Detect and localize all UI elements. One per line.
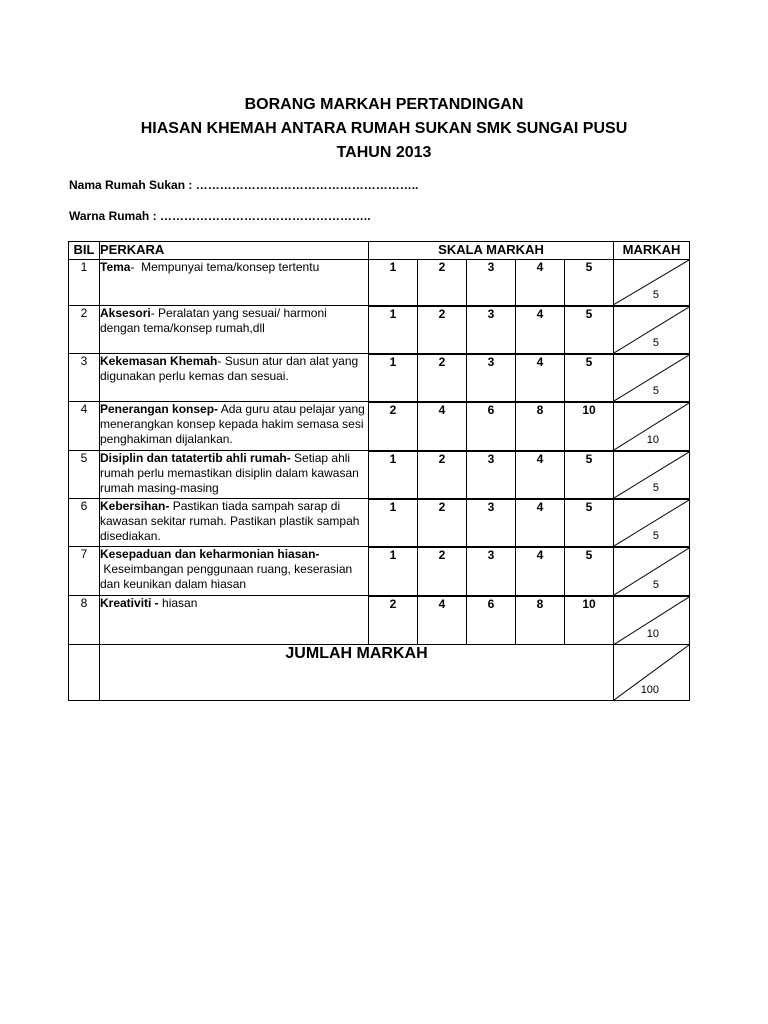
total-row <box>69 645 690 701</box>
criterion-separator: - <box>130 260 142 274</box>
scale-option[interactable]: 6 <box>467 596 516 645</box>
diagonal-slash <box>614 548 689 595</box>
scale-option[interactable]: 4 <box>418 402 467 451</box>
scale-option[interactable]: 1 <box>369 306 418 354</box>
row-perkara <box>100 306 369 354</box>
diagonal-slash <box>614 355 689 401</box>
row-bil: 5 <box>69 451 100 499</box>
table-row <box>69 306 690 354</box>
total-label: JUMLAH MARKAH <box>100 645 614 701</box>
header-perkara: PERKARA <box>100 242 369 260</box>
scale-option[interactable]: 5 <box>565 260 614 306</box>
scale-option[interactable]: 1 <box>369 499 418 547</box>
max-score: 5 <box>652 336 660 349</box>
criterion-title: Aksesori <box>100 306 151 320</box>
table-row <box>69 596 690 645</box>
markah-cell[interactable] <box>614 260 690 306</box>
scale-option[interactable]: 3 <box>467 306 516 354</box>
max-score: 5 <box>652 578 660 591</box>
diagonal-slash <box>614 452 689 498</box>
total-markah-cell[interactable] <box>614 645 690 701</box>
max-score: 5 <box>652 481 660 494</box>
scale-option[interactable]: 3 <box>467 260 516 306</box>
criterion-description: Susun atur dan alat yang digunakan perlu kemas dan sesuai. <box>100 354 359 383</box>
criterion-title: Disiplin dan tatatertib ahli rumah- <box>100 451 291 465</box>
criterion-description: Keseimbangan penggunaan ruang, keserasian dan keunikan dalam hiasan <box>100 562 353 591</box>
markah-cell[interactable] <box>614 354 690 402</box>
scale-option[interactable]: 10 <box>565 596 614 645</box>
table-row <box>69 354 690 402</box>
criterion-title: Tema <box>100 260 131 274</box>
row-perkara <box>100 451 369 499</box>
criterion-title: Kesepaduan dan keharmonian hiasan- <box>100 547 320 561</box>
scale-option[interactable]: 5 <box>565 451 614 499</box>
scale-option[interactable]: 2 <box>418 260 467 306</box>
criterion-description: Peralatan yang sesuai/ harmoni dengan tema/konsep rumah,dll <box>100 306 327 335</box>
scale-option[interactable]: 5 <box>565 354 614 402</box>
diagonal-slash <box>614 500 689 546</box>
scale-option[interactable]: 4 <box>516 547 565 596</box>
scale-option[interactable]: 4 <box>516 306 565 354</box>
scale-option[interactable]: 4 <box>418 596 467 645</box>
row-bil: 1 <box>69 260 100 306</box>
scale-option[interactable]: 2 <box>418 306 467 354</box>
diagonal-slash <box>614 260 689 305</box>
row-perkara <box>100 499 369 547</box>
scale-option[interactable]: 2 <box>418 547 467 596</box>
markah-cell[interactable] <box>614 451 690 499</box>
scale-option[interactable]: 5 <box>565 306 614 354</box>
header-markah: MARKAH <box>614 242 690 260</box>
form-subtitle: HIASAN KHEMAH ANTARA RUMAH SUKAN SMK SUNGAI PUSU <box>140 120 628 137</box>
markah-cell[interactable] <box>614 402 690 451</box>
header-skala-markah: SKALA MARKAH <box>369 242 614 260</box>
scale-option[interactable]: 2 <box>418 499 467 547</box>
row-perkara <box>100 402 369 451</box>
criterion-description: Setiap ahli rumah perlu memastikan disiplin dalam kawasan rumah masing-masing <box>100 451 359 495</box>
scale-option[interactable]: 2 <box>418 354 467 402</box>
markah-cell[interactable] <box>614 499 690 547</box>
table-row <box>69 547 690 596</box>
criterion-description: Mempunyai tema/konsep tertentu <box>141 260 320 274</box>
scale-option[interactable]: 3 <box>467 499 516 547</box>
row-perkara <box>100 354 369 402</box>
criterion-separator: - <box>150 306 159 320</box>
table-header-row <box>69 242 690 260</box>
scale-option[interactable]: 1 <box>369 354 418 402</box>
scale-option[interactable]: 1 <box>369 260 418 306</box>
scale-option[interactable]: 5 <box>565 499 614 547</box>
row-bil: 6 <box>69 499 100 547</box>
scale-option[interactable]: 2 <box>369 596 418 645</box>
scale-option[interactable]: 2 <box>369 402 418 451</box>
criterion-title: Penerangan konsep- <box>100 402 219 416</box>
row-bil: 2 <box>69 306 100 354</box>
scale-option[interactable]: 10 <box>565 402 614 451</box>
scale-option[interactable]: 4 <box>516 260 565 306</box>
criterion-title: Kekemasan Khemah <box>100 354 218 368</box>
max-score: 10 <box>646 433 660 446</box>
criterion-description: hiasan <box>162 596 198 610</box>
table-row <box>69 402 690 451</box>
max-score: 5 <box>652 288 660 301</box>
form-title: BORANG MARKAH PERTANDINGAN <box>244 96 524 113</box>
nama-rumah-field[interactable]: Nama Rumah Sukan : ……………………………………………….. <box>69 178 419 192</box>
scale-option[interactable]: 3 <box>467 547 516 596</box>
header-bil: BIL <box>69 242 100 260</box>
markah-cell[interactable] <box>614 306 690 354</box>
table-row <box>69 499 690 547</box>
markah-cell[interactable] <box>614 596 690 645</box>
scale-option[interactable]: 2 <box>418 451 467 499</box>
total-max-score: 100 <box>640 684 660 696</box>
criterion-description: Pastikan tiada sampah sarap di kawasan sekitar rumah. Pastikan plastik sampah disediakan. <box>100 499 360 543</box>
max-score: 5 <box>652 529 660 542</box>
scale-option[interactable]: 8 <box>516 596 565 645</box>
row-bil: 3 <box>69 354 100 402</box>
row-perkara <box>100 596 369 645</box>
criterion-description: Ada guru atau pelajar yang menerangkan konsep kepada hakim semasa sesi penghakiman dijalankan. <box>100 402 365 446</box>
row-bil: 4 <box>69 402 100 451</box>
scale-option[interactable]: 3 <box>467 354 516 402</box>
score-table <box>68 241 690 701</box>
scale-option[interactable]: 4 <box>516 451 565 499</box>
scale-option[interactable]: 1 <box>369 547 418 596</box>
row-perkara <box>100 260 369 306</box>
total-bil-cell <box>69 645 100 701</box>
criterion-separator: - <box>217 354 225 368</box>
row-perkara <box>100 547 369 596</box>
diagonal-slash <box>614 307 689 353</box>
scale-option[interactable]: 4 <box>516 354 565 402</box>
scale-option[interactable]: 6 <box>467 402 516 451</box>
criterion-title: Kreativiti - <box>100 596 163 610</box>
scale-option[interactable]: 4 <box>516 499 565 547</box>
scale-option[interactable]: 3 <box>467 451 516 499</box>
max-score: 10 <box>646 628 660 640</box>
row-bil: 7 <box>69 547 100 596</box>
scale-option[interactable]: 1 <box>369 451 418 499</box>
scale-option[interactable]: 8 <box>516 402 565 451</box>
form-year: TAHUN 2013 <box>336 144 432 161</box>
table-row <box>69 451 690 499</box>
warna-rumah-field[interactable]: Warna Rumah : …………………………………………….. <box>69 209 371 223</box>
row-bil: 8 <box>69 596 100 645</box>
markah-cell[interactable] <box>614 547 690 596</box>
max-score: 5 <box>652 384 660 397</box>
criterion-title: Kebersihan- <box>100 499 170 513</box>
scale-option[interactable]: 5 <box>565 547 614 596</box>
table-row <box>69 260 690 306</box>
